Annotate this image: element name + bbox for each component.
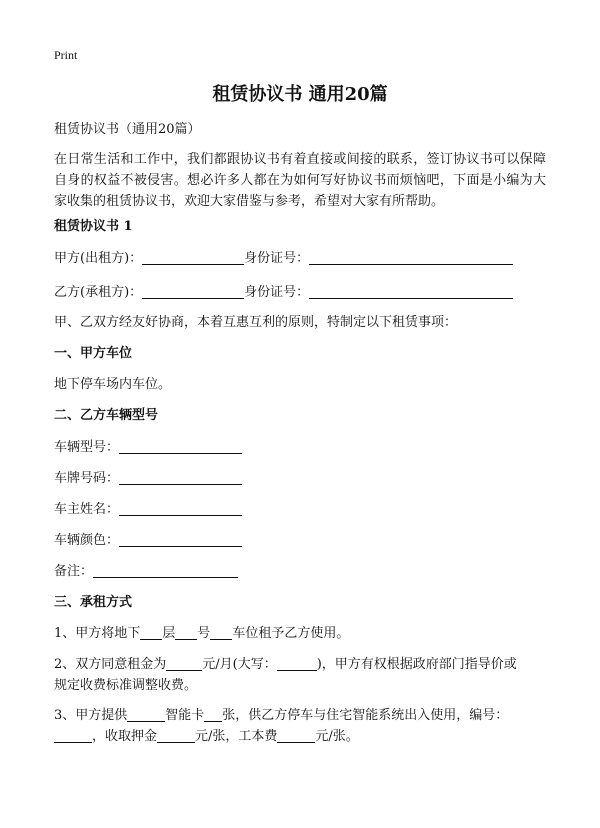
plate-line xyxy=(54,468,546,489)
party-b-line xyxy=(54,282,546,303)
owner-line xyxy=(54,499,546,520)
car-model-line xyxy=(54,437,546,458)
party-a-line xyxy=(54,248,546,269)
plate-label: 车牌号码： xyxy=(54,471,120,486)
floor-blank[interactable] xyxy=(140,625,162,640)
owner-label: 车主姓名： xyxy=(54,502,120,517)
party-a-blank[interactable] xyxy=(142,250,244,265)
item-2-text-c: )，甲方有权根据政府部门指导价或 xyxy=(316,657,517,672)
color-line xyxy=(54,530,546,551)
item-1-text-c: 号 xyxy=(197,626,211,641)
card-count-blank[interactable] xyxy=(127,707,165,722)
item-3-text-f: 元/张。 xyxy=(315,729,359,744)
color-blank[interactable] xyxy=(119,532,242,547)
heading-parking-space: 一、甲方车位 xyxy=(54,346,133,361)
item-3-text-e: 元/张，工本费 xyxy=(195,729,278,744)
note-blank[interactable] xyxy=(93,563,238,578)
car-model-label: 车辆型号： xyxy=(54,440,120,455)
intro-paragraph: 在日常生活和工作中，我们都跟协议书有着直接或间接的联系，签订协议书可以保障自身的权益不被侵害。想必许多人都在为如何写好协议书而烦恼吧，下面是小编为大家收集的租赁协议书，欢迎大家借鉴与参考，希望对大家有所帮助。 xyxy=(54,152,546,209)
item-1-text-d: 车位租予乙方使用。 xyxy=(232,626,350,641)
rent-blank[interactable] xyxy=(166,656,202,671)
card-number-blank[interactable] xyxy=(54,728,92,743)
note-line xyxy=(54,561,546,582)
item-3-line-2 xyxy=(54,726,546,747)
note-label: 备注： xyxy=(54,564,94,579)
plate-blank[interactable] xyxy=(119,470,242,485)
party-b-label: 乙方(承租方)： xyxy=(54,285,143,300)
party-a-id-blank[interactable] xyxy=(309,250,513,265)
parking-space-text: 地下停车场内车位。 xyxy=(54,377,172,392)
number-blank[interactable] xyxy=(175,625,197,640)
item-2-line-2: 规定收费标准调整收费。 xyxy=(54,678,198,693)
item-2-text-b: 元/月(大写： xyxy=(202,657,277,672)
heading-vehicle-model: 二、乙方车辆型号 xyxy=(54,408,159,423)
item-1-text-b: 层 xyxy=(162,626,176,641)
card-qty-blank[interactable] xyxy=(204,707,222,722)
document-title: 租赁协议书 通用20篇 xyxy=(212,84,388,105)
item-3-line-1 xyxy=(54,705,546,726)
deposit-blank[interactable] xyxy=(157,728,195,743)
item-3-text-a: 3、甲方提供 xyxy=(54,708,128,723)
party-a-label: 甲方(出租方)： xyxy=(54,251,143,266)
party-a-id-label: 身份证号： xyxy=(244,251,310,266)
item-1-line xyxy=(54,623,546,644)
item-3-text-d: ，收取押金 xyxy=(92,729,158,744)
car-model-blank[interactable] xyxy=(119,439,242,454)
agreement-line: 甲、乙双方经友好协商，本着互惠互利的原则，特制定以下租赁事项： xyxy=(54,315,458,330)
item-3-text-b: 智能卡 xyxy=(165,708,205,723)
print-link[interactable]: Print xyxy=(54,48,78,62)
party-b-blank[interactable] xyxy=(142,284,244,299)
item-1-text-a: 1、甲方将地下 xyxy=(54,626,141,641)
space-blank[interactable] xyxy=(210,625,232,640)
owner-blank[interactable] xyxy=(119,501,242,516)
item-3-text-c: 张，供乙方停车与住宅智能系统出入使用，编号： xyxy=(222,708,509,723)
section-heading-1: 租赁协议书 1 xyxy=(54,219,133,234)
subtitle: 租赁协议书（通用20篇） xyxy=(54,122,201,137)
rent-uppercase-blank[interactable] xyxy=(277,656,317,671)
color-label: 车辆颜色： xyxy=(54,533,120,548)
party-b-id-blank[interactable] xyxy=(309,284,513,299)
party-b-id-label: 身份证号： xyxy=(244,285,310,300)
fee-blank[interactable] xyxy=(277,728,315,743)
item-2-text-a: 2、双方同意租金为 xyxy=(54,657,167,672)
heading-lease-method: 三、承租方式 xyxy=(54,595,133,610)
item-2-line-1 xyxy=(54,654,546,675)
